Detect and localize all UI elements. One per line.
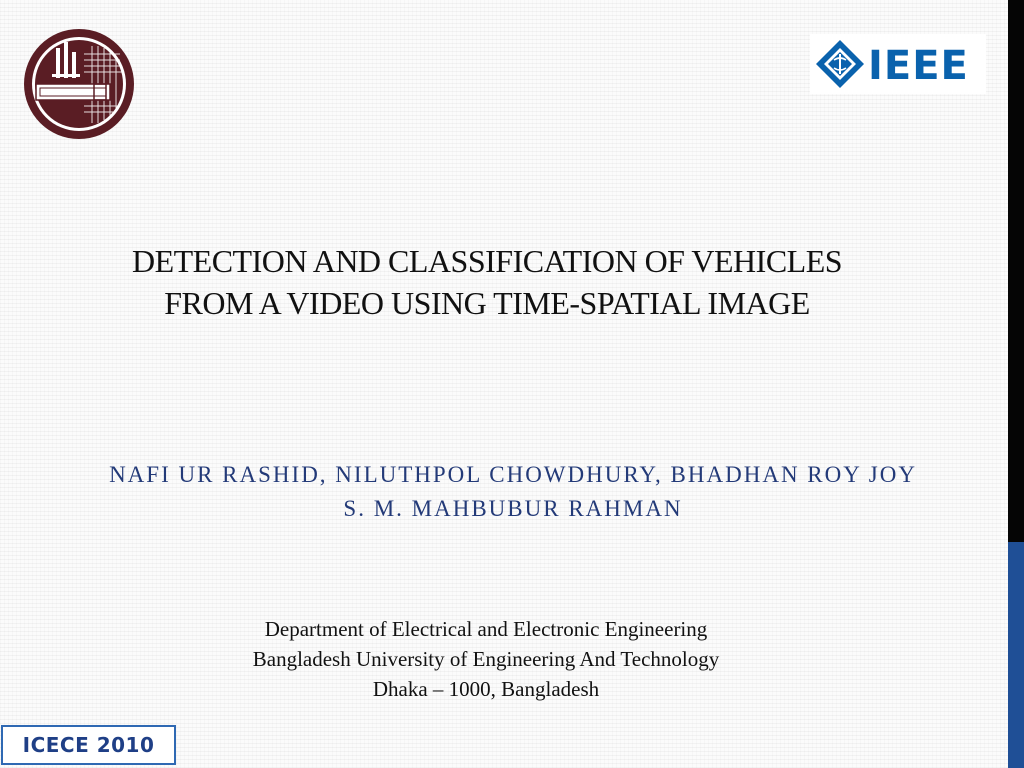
- ieee-diamond-icon: [816, 40, 864, 88]
- slide-title: [40, 240, 934, 324]
- authors-line-2: S. M. MAHBUBUR RAHMAN: [343, 496, 683, 521]
- department-name: Department of Electrical and Electronic Engineering: [264, 617, 708, 641]
- ieee-logo: [810, 34, 986, 94]
- right-edge-accent: [1008, 542, 1024, 768]
- conference-badge-label: ICECE 2010: [22, 733, 155, 757]
- conference-badge: [1, 725, 176, 765]
- university-name: Bangladesh University of Engineering And Technology: [252, 647, 720, 671]
- author-list: [30, 458, 996, 526]
- title-line-1: DETECTION AND CLASSIFICATION OF VEHICLES: [131, 243, 843, 279]
- ieee-wordmark: IEEE: [868, 43, 969, 89]
- authors-line-1: NAFI UR RASHID, NILUTHPOL CHOWDHURY, BHADHAN ROY JOY: [109, 462, 917, 487]
- location-text: Dhaka – 1000, Bangladesh: [372, 677, 600, 701]
- title-line-2: FROM A VIDEO USING TIME-SPATIAL IMAGE: [164, 285, 810, 321]
- university-seal-logo: [22, 28, 136, 140]
- affiliation-block: [136, 614, 836, 704]
